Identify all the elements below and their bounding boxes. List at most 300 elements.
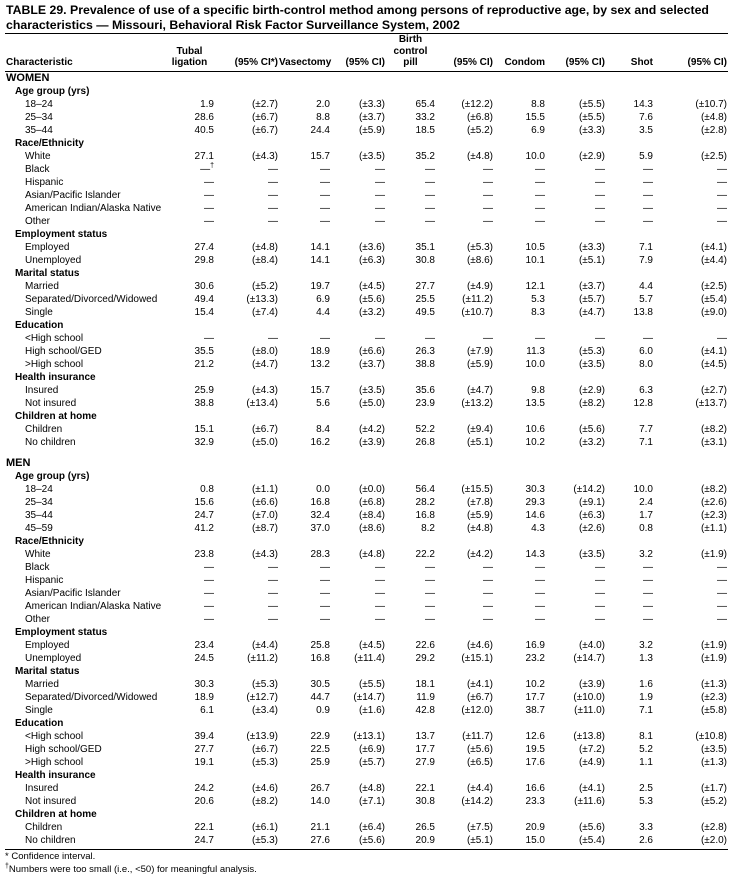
table-cell: (±4.5) [358,280,385,292]
table-cell: 3.5 [639,124,653,136]
table-cell: (±3.5) [358,384,385,396]
table-cell: 6.3 [639,384,653,396]
row-label: American Indian/Alaska Native [25,600,162,612]
table-cell: (±3.5) [578,358,605,370]
table-cell: 0.9 [316,704,330,716]
table-cell: — [375,176,385,188]
table-row [5,150,728,163]
table-row [5,704,728,717]
table-cell: (±4.9) [578,756,605,768]
table-cell: 20.9 [525,821,545,833]
table-cell: — [717,600,727,612]
table-cell: (±5.5) [578,111,605,123]
table-cell: — [643,215,653,227]
table-cell: 16.9 [525,639,545,651]
row-label: American Indian/Alaska Native [25,202,162,214]
table-cell: (±9.4) [466,423,493,435]
table-cell: 44.7 [310,691,330,703]
table-cell: 8.4 [316,423,330,435]
table-cell: (±2.5) [700,150,727,162]
table-cell: 3.3 [639,821,653,833]
table-cell: 19.1 [194,756,214,768]
table-cell: (±3.7) [578,280,605,292]
row-label: Employed [25,241,70,253]
table-cell: — [204,202,214,214]
row-label: 18–24 [25,98,53,110]
table-cell: — [375,613,385,625]
table-cell: — [425,202,435,214]
table-cell: 38.8 [415,358,435,370]
table-row [5,384,728,397]
row-label: >High school [25,358,84,370]
table-cell: (±11.2) [462,293,493,305]
table-cell: (±2.6) [700,496,727,508]
table-cell: — [483,332,493,344]
table-cell: — [375,163,385,175]
table-cell: (±5.1) [466,834,493,846]
table-cell: 19.7 [310,280,330,292]
table-cell: 20.9 [415,834,435,846]
table-row [5,241,728,254]
row-label: Hispanic [25,574,64,586]
table-cell: 32.9 [194,436,214,448]
table-cell: (±1.3) [700,678,727,690]
table-cell: 1.7 [639,509,653,521]
table-cell: (±0.0) [358,483,385,495]
table-cell: — [717,202,727,214]
table-row [5,522,728,535]
table-cell: 28.2 [415,496,435,508]
table-cell: 30.5 [310,678,330,690]
row-label: No children [25,436,76,448]
table-cell: (±2.9) [578,150,605,162]
spacer-cell [5,449,728,457]
table-cell: 26.5 [415,821,435,833]
table-cell: (±4.1) [700,345,727,357]
table-cell: — [535,613,545,625]
table-cell: (±2.5) [700,280,727,292]
table-cell: 35.1 [415,241,435,253]
table-cell: — [268,613,278,625]
group-label: Age group (yrs) [15,85,90,97]
col-header-tubal-text: Tubal ligation [171,45,208,68]
table-cell: 8.0 [639,358,653,370]
table-row [5,652,728,665]
table-row [5,189,728,202]
table-cell: (±4.8) [466,522,493,534]
table-cell: — [204,600,214,612]
table-cell: 10.2 [525,436,545,448]
table-cell: — [595,202,605,214]
table-cell: — [425,215,435,227]
table-cell: (±8.2) [700,483,727,495]
table-cell: (±3.3) [358,98,385,110]
table-cell: — [643,163,653,175]
table-cell: — [375,332,385,344]
table-cell: — [535,163,545,175]
table-cell: 5.6 [316,397,330,409]
table-cell: — [268,587,278,599]
table-cell: 22.5 [310,743,330,755]
table-cell: — [425,189,435,201]
table-cell: 23.2 [525,652,545,664]
table-cell: (±5.5) [358,678,385,690]
table-cell: — [717,587,727,599]
table-cell: (±14.7) [573,652,605,664]
table-cell: 22.1 [415,782,435,794]
table-cell: (±8.4) [358,509,385,521]
table-cell: (±5.7) [358,756,385,768]
table-cell: (±8.7) [251,522,278,534]
table-cell: (±15.1) [461,652,493,664]
col-header-tubal [165,34,215,72]
table-cell: (±14.2) [461,795,493,807]
table-cell: (±3.5) [700,743,727,755]
table-row [5,436,728,449]
table-cell: 25.5 [415,293,435,305]
table-cell: 42.8 [415,704,435,716]
table-cell: 37.0 [310,522,330,534]
table-row [5,397,728,410]
table-cell: 8.2 [421,522,435,534]
table-cell: — [425,332,435,344]
table-row [5,587,728,600]
table-cell: — [643,600,653,612]
table-cell: (±5.9) [358,124,385,136]
table-cell: — [643,332,653,344]
table-cell: (±1.3) [700,756,727,768]
table-cell: — [717,561,727,573]
group-row [5,85,728,98]
table-row [5,691,728,704]
group-row [5,319,728,332]
table-cell: (±2.7) [700,384,727,396]
table-cell: — [595,587,605,599]
table-cell: — [320,600,330,612]
table-cell: (±13.9) [246,730,278,742]
table-cell: (±4.8) [466,150,493,162]
table-cell: (±3.2) [358,306,385,318]
group-row [5,267,728,280]
table-row [5,98,728,111]
table-row [5,496,728,509]
table-cell: (±3.2) [578,436,605,448]
table-row [5,821,728,834]
table-cell: (±1.9) [700,639,727,651]
table-cell: 16.8 [310,496,330,508]
col-header-shot: Shot [630,57,653,68]
row-label: <High school [25,332,84,344]
table-cell: — [717,215,727,227]
table-cell: (±5.0) [358,397,385,409]
table-cell: 6.1 [200,704,214,716]
table-cell: 30.8 [415,795,435,807]
table-cell: — [425,600,435,612]
table-cell: 33.2 [415,111,435,123]
table-cell: 7.7 [639,423,653,435]
table-cell: — [643,561,653,573]
table-cell: (±5.6) [578,423,605,435]
table-cell: (±3.3) [578,124,605,136]
table-cell: 8.8 [531,98,545,110]
col-header-characteristic: Characteristic [6,57,73,68]
table-cell: 24.5 [194,652,214,664]
table-cell: (±4.8) [251,241,278,253]
table-cell: — [425,163,435,175]
table-cell: — [425,613,435,625]
table-cell: 2.5 [639,782,653,794]
table-cell: 12.6 [525,730,545,742]
table-row [5,639,728,652]
group-row [5,717,728,730]
table-cell: (±4.0) [578,639,605,651]
table-cell: (±1.6) [358,704,385,716]
table-cell: (±4.1) [466,678,493,690]
table-cell: (±3.4) [251,704,278,716]
table-cell: 29.3 [525,496,545,508]
table-cell: 24.2 [194,782,214,794]
table-cell: — [595,176,605,188]
table-cell: 17.7 [415,743,435,755]
row-label: Children [25,423,63,435]
table-cell: (±5.4) [700,293,727,305]
table-cell: 15.1 [194,423,214,435]
table-cell: (±6.7) [251,124,278,136]
table-cell: 12.1 [525,280,545,292]
table-cell: (±5.3) [251,834,278,846]
table-cell: (±5.4) [578,834,605,846]
table-cell: 29.8 [194,254,214,266]
table-cell: — [643,574,653,586]
table-cell: — [643,176,653,188]
table-cell: (±2.3) [700,691,727,703]
table-cell: (±13.7) [695,397,727,409]
table-cell: (±6.1) [251,821,278,833]
row-label: White [25,150,51,162]
table-cell: 5.7 [639,293,653,305]
table-cell: — [595,613,605,625]
table-cell: 4.3 [531,522,545,534]
table-cell: (±7.1) [358,795,385,807]
table-cell: (±1.1) [700,522,727,534]
col-header-vasectomy: Vasectomy [279,57,332,68]
group-label: Employment status [15,626,108,638]
table-cell: 10.0 [633,483,653,495]
table-cell: 28.3 [310,548,330,560]
row-label: Unemployed [25,652,82,664]
group-row [5,665,728,678]
table-cell: — [535,332,545,344]
table-cell: — [204,332,214,344]
group-row [5,410,728,423]
table-cell: (±4.3) [251,150,278,162]
table-cell: 0.8 [639,522,653,534]
table-cell: — [268,163,278,175]
table-cell: 7.1 [639,241,653,253]
table-cell: 16.6 [525,782,545,794]
table-cell: — [375,561,385,573]
table-cell: (±5.6) [358,293,385,305]
table-cell: — [425,587,435,599]
row-label: 18–24 [25,483,53,495]
row-label: >High school [25,756,84,768]
table-cell: 6.9 [316,293,330,305]
table-cell: 29.2 [415,652,435,664]
table-row [5,730,728,743]
table-cell: 3.2 [639,548,653,560]
table-cell: 14.1 [310,241,330,253]
table-cell: (±11.2) [247,652,278,664]
table-cell: (±6.3) [358,254,385,266]
table-cell: 10.0 [525,358,545,370]
table-cell: (±5.6) [358,834,385,846]
table-cell: (±13.3) [246,293,278,305]
table-cell: — [717,163,727,175]
table-cell: 0.0 [316,483,330,495]
table-cell: (±10.7) [461,306,493,318]
table-cell: 49.5 [415,306,435,318]
table-cell: (±3.3) [578,241,605,253]
table-cell: — [375,189,385,201]
table-cell: — [204,176,214,188]
table-cell: (±9.0) [700,306,727,318]
table-cell: (±4.8) [358,782,385,794]
table-cell: — [375,215,385,227]
row-label: 25–34 [25,496,53,508]
table-cell: (±2.7) [251,98,278,110]
group-label: Race/Ethnicity [15,137,84,149]
table-cell: 23.8 [194,548,214,560]
row-label: Other [25,613,51,625]
table-cell: (±6.6) [251,496,278,508]
section-label: WOMEN [6,71,50,84]
table-cell: 3.2 [639,639,653,651]
row-label: Married [25,678,59,690]
table-cell: 4.4 [316,306,330,318]
row-label: 45–59 [25,522,53,534]
table-row [5,834,728,847]
table-row [5,111,728,124]
table-cell: 22.2 [415,548,435,560]
table-cell: — [268,215,278,227]
table-cell: (±3.1) [700,436,727,448]
row-label: Single [25,704,53,716]
table-cell: (±4.4) [700,254,727,266]
table-cell: (±13.4) [246,397,278,409]
table-cell: (±10.8) [695,730,727,742]
table-cell: (±8.4) [251,254,278,266]
row-label: Insured [25,782,59,794]
table-cell: 4.4 [639,280,653,292]
table-cell: 23.4 [194,639,214,651]
table-body [5,72,728,847]
table-cell: 13.7 [415,730,435,742]
table-cell: 8.1 [639,730,653,742]
row-label: Unemployed [25,254,82,266]
table-cell: (±13.1) [353,730,385,742]
table-cell: 15.0 [525,834,545,846]
table-cell: — [425,574,435,586]
table-cell: 7.1 [639,436,653,448]
footnote-1-mark: * [5,851,9,862]
table-row [5,306,728,319]
row-label: Single [25,306,53,318]
table-cell: (±4.7) [578,306,605,318]
table-cell: 5.3 [639,795,653,807]
table-row [5,574,728,587]
table-cell: (±5.6) [578,821,605,833]
table-cell: 13.8 [633,306,653,318]
table-cell: — [268,574,278,586]
table-cell: 5.2 [639,743,653,755]
table-row [5,509,728,522]
table-row [5,561,728,574]
table-cell: (±13.8) [573,730,605,742]
table-cell: — [535,176,545,188]
table-cell: (±6.7) [251,743,278,755]
table-cell: 14.6 [525,509,545,521]
table-row [5,202,728,215]
table-cell: 27.7 [415,280,435,292]
table-row [5,678,728,691]
table-cell: — [643,189,653,201]
col-header-ci-3: (95% CI) [453,57,493,68]
table-cell: 35.2 [415,150,435,162]
table-cell: (±7.8) [466,496,493,508]
table-cell: (±4.5) [700,358,727,370]
table-cell: 26.7 [310,782,330,794]
table-cell: (±8.6) [358,522,385,534]
table-cell: 2.0 [316,98,330,110]
table-cell: — [483,215,493,227]
table-cell: 26.8 [415,436,435,448]
group-row [5,470,728,483]
table-cell: (±3.7) [358,358,385,370]
table-cell: 9.8 [531,384,545,396]
table-cell: — [483,561,493,573]
table-cell: 40.5 [194,124,214,136]
table-cell: — [717,574,727,586]
group-label: Children at home [15,808,97,820]
table-cell: — [643,202,653,214]
table-cell: (±10.7) [695,98,727,110]
group-row [5,137,728,150]
table-cell: 16.2 [310,436,330,448]
group-label: Race/Ethnicity [15,535,84,547]
row-label: <High school [25,730,84,742]
table-cell: — [535,202,545,214]
table-cell: 65.4 [415,98,435,110]
group-row [5,371,728,384]
table-cell: — [643,587,653,599]
table-row [5,215,728,228]
table-row [5,548,728,561]
table-cell: 16.8 [415,509,435,521]
table-cell: (±1.9) [700,548,727,560]
table-cell: (±5.9) [466,509,493,521]
table-cell: (±14.2) [573,483,605,495]
table-cell: — [535,587,545,599]
table-cell: — [204,561,214,573]
table-cell: — [425,561,435,573]
table-row [5,613,728,626]
table-cell: 23.3 [525,795,545,807]
table-cell: 18.9 [310,345,330,357]
table-cell: 15.7 [310,384,330,396]
table-cell: — [483,189,493,201]
table-cell: (±7.9) [466,345,493,357]
table-cell: — [268,561,278,573]
